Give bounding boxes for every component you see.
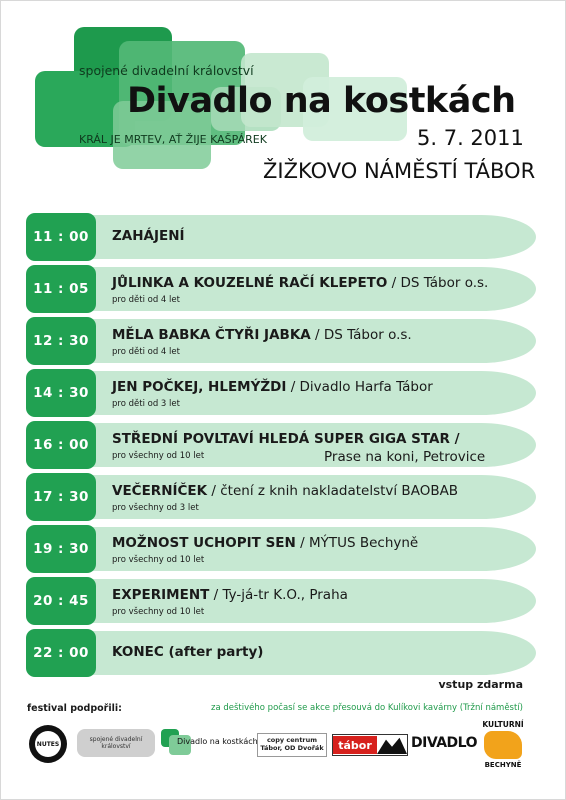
- performance-title: JŮLINKA A KOUZELNÉ RAČÍ KLEPETO: [112, 275, 388, 291]
- time-badge: 14 : 30: [26, 369, 96, 417]
- performance-line: [112, 228, 185, 244]
- audience-note: pro všechny od 3 let: [112, 503, 199, 513]
- performance-line: [112, 379, 433, 395]
- performance-title: KONEC (after party): [112, 644, 264, 660]
- schedule-row: [26, 213, 538, 261]
- performance-line: [112, 644, 263, 660]
- schedule-row: [26, 525, 538, 573]
- schedule-row: [26, 317, 538, 365]
- schedule-row: [26, 577, 538, 625]
- rain-note: za deštivého počasí se akce přesouvá do Kulíkovi kavárny (Tržní náměstí): [211, 703, 523, 713]
- audience-note: pro všechny od 10 let: [112, 451, 205, 461]
- performer: Prase na koni, Petrovice: [324, 449, 486, 465]
- tabor-logo: tábor: [332, 734, 408, 756]
- time-badge: 12 : 30: [26, 317, 96, 365]
- audience-note: pro děti od 4 let: [112, 347, 180, 357]
- copy-centrum-logo: copy centrum Tábor, OD Dvořák: [257, 733, 327, 757]
- blob-icon: [484, 731, 522, 759]
- performance-title: JEN POČKEJ, HLEMÝŽDI: [112, 379, 287, 395]
- page-title: Divadlo na kostkách: [127, 81, 516, 121]
- audience-note: pro děti od 4 let: [112, 295, 180, 305]
- header-slogan: KRÁL JE MRTEV, AŤ ŽIJE KAŠPÁREK: [79, 133, 267, 146]
- performer: / čtení z knih nakladatelství BAOBAB: [207, 483, 459, 499]
- audience-note: pro všechny od 10 let: [112, 607, 205, 617]
- time-badge: 22 : 00: [26, 629, 96, 677]
- schedule-row: [26, 473, 538, 521]
- time-badge: 17 : 30: [26, 473, 96, 521]
- sponsors-heading: festival podpořili:: [27, 703, 122, 714]
- performer: / DS Tábor o.s.: [310, 327, 412, 343]
- performer: / MÝTUS Bechyně: [295, 535, 419, 551]
- performance-line: [112, 275, 488, 291]
- schedule-row: [26, 421, 538, 469]
- performer: / Divadlo Harfa Tábor: [286, 379, 433, 395]
- time-badge: 20 : 45: [26, 577, 96, 625]
- performer: / DS Tábor o.s.: [387, 275, 489, 291]
- divadlo-logo: DIVADLO: [411, 735, 477, 751]
- kingdom-logo: spojené divadelní království: [77, 729, 155, 757]
- performance-title: ZAHÁJENÍ: [112, 228, 185, 244]
- time-badge: 19 : 30: [26, 525, 96, 573]
- festival-logo: Divadlo na kostkách: [161, 729, 251, 755]
- performance-title: STŘEDNÍ POVLTAVÍ HLEDÁ SUPER GIGA STAR /: [112, 431, 460, 447]
- performance-line: [112, 483, 458, 499]
- performance-title: MĚLA BABKA ČTYŘI JABKA: [112, 327, 311, 343]
- entry-note: vstup zdarma: [438, 678, 523, 691]
- performer: / Ty-já-tr K.O., Praha: [209, 587, 348, 603]
- performance-line: [112, 327, 412, 343]
- header-subtitle: spojené divadelní království: [79, 63, 254, 78]
- performance-title: VEČERNÍČEK: [112, 483, 208, 499]
- nutes-logo: NUTES: [29, 725, 67, 763]
- time-badge: 16 : 00: [26, 421, 96, 469]
- performance-line: [112, 535, 418, 551]
- audience-note: pro všechny od 10 let: [112, 555, 205, 565]
- kulturni-bechyne-logo: KULTURNÍ BECHYNĚ: [482, 720, 524, 769]
- event-date: 5. 7. 2011: [417, 126, 524, 150]
- schedule-row: [26, 629, 538, 677]
- time-badge: 11 : 00: [26, 213, 96, 261]
- schedule-row: [26, 265, 538, 313]
- schedule-row: [26, 369, 538, 417]
- mountain-icon: [377, 736, 407, 754]
- event-venue: ŽIŽKOVO NÁMĚSTÍ TÁBOR: [263, 159, 536, 183]
- performance-line: [112, 431, 460, 447]
- performance-title: EXPERIMENT: [112, 587, 210, 603]
- audience-note: pro děti od 3 let: [112, 399, 180, 409]
- performance-line: [112, 587, 348, 603]
- time-badge: 11 : 05: [26, 265, 96, 313]
- performance-title: MOŽNOST UCHOPIT SEN: [112, 535, 296, 551]
